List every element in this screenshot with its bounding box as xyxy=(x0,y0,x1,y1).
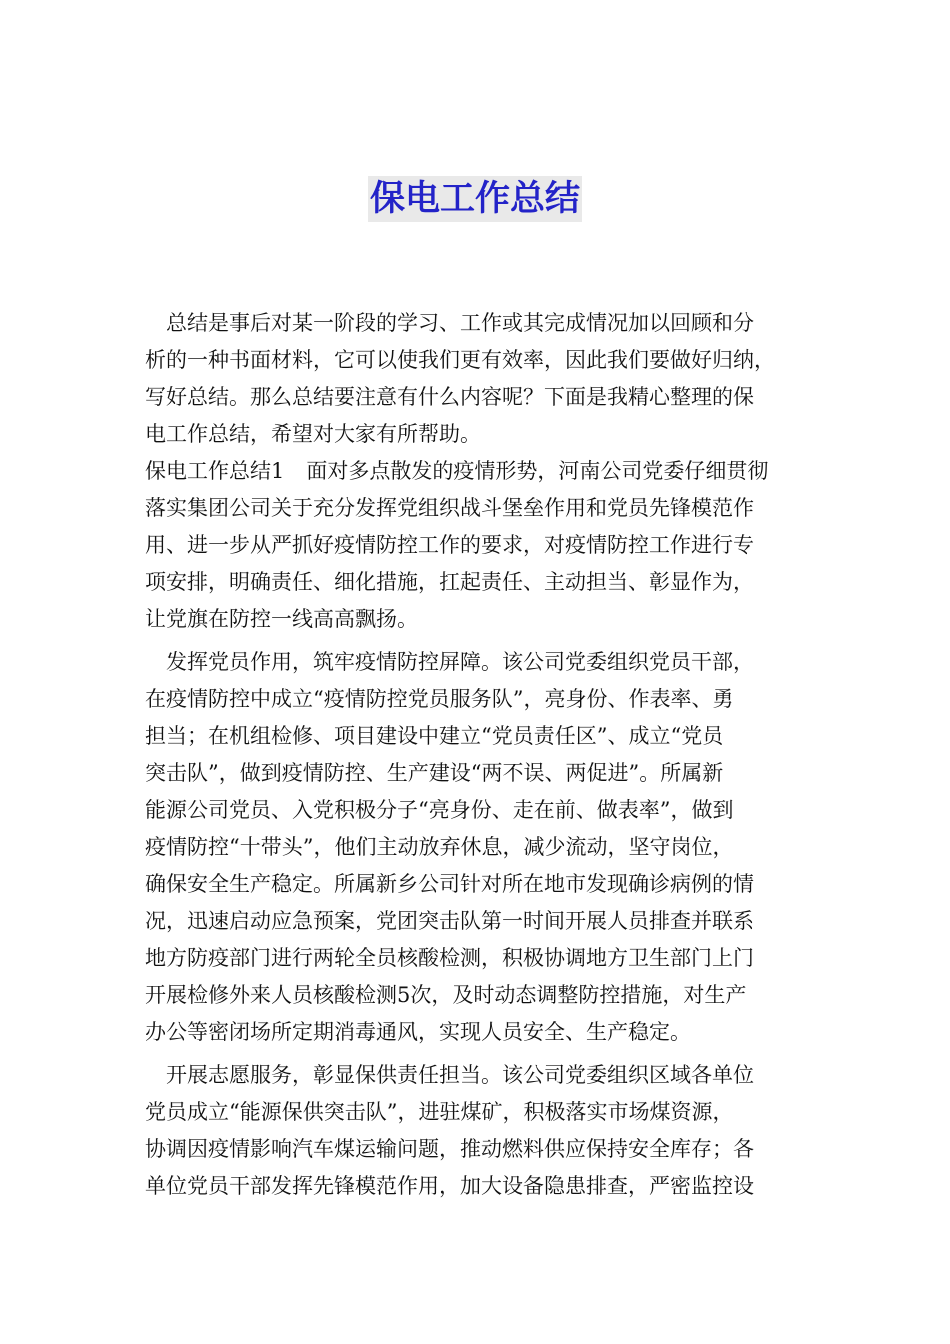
section1-paragraph xyxy=(145,453,810,638)
document-title: 保电工作总结 xyxy=(368,176,582,222)
paragraph-line: 担当；在机组检修、项目建设中建立“党员责任区”、成立“党员 xyxy=(145,724,724,748)
paragraph-line: 况，迅速启动应急预案，党团突击队第一时间开展人员排查并联系 xyxy=(145,909,754,933)
section1-line: 让党旗在防控一线高高飘扬。 xyxy=(145,607,418,631)
document-body xyxy=(145,305,810,1205)
paragraph-line: 党员成立“能源保供突击队”，进驻煤矿，积极落实市场煤资源， xyxy=(145,1100,734,1124)
section1-first-line-text: 面对多点散发的疫情形势，河南公司党委仔细贯彻 xyxy=(306,459,769,483)
paragraph-line: 办公等密闭场所定期消毒通风，实现人员安全、生产稳定。 xyxy=(145,1020,691,1044)
intro-line: 写好总结。那么总结要注意有什么内容呢？下面是我精心整理的保 xyxy=(145,385,754,409)
paragraph-line: 疫情防控“十带头”，他们主动放弃休息，减少流动，坚守岗位， xyxy=(145,835,734,859)
paragraph-line: 在疫情防控中成立“疫情防控党员服务队”，亮身份、作表率、勇 xyxy=(145,687,734,711)
title-wrap xyxy=(0,176,950,222)
paragraph-line: 单位党员干部发挥先锋模范作用，加大设备隐患排查，严密监控设 xyxy=(145,1174,754,1198)
section1-heading: 保电工作总结1 xyxy=(145,459,285,483)
intro-line: 析的一种书面材料，它可以使我们更有效率，因此我们要做好归纳， xyxy=(145,348,775,372)
paragraph-2 xyxy=(145,644,810,1051)
paragraph-line: 突击队”，做到疫情防控、生产建设“两不误、两促进”。所属新 xyxy=(145,761,724,785)
section1-line: 落实集团公司关于充分发挥党组织战斗堡垒作用和党员先锋模范作 xyxy=(145,496,754,520)
section1-line: 用、进一步从严抓好疫情防控工作的要求，对疫情防控工作进行专 xyxy=(145,533,754,557)
paragraph-3 xyxy=(145,1057,810,1205)
paragraph-line: 协调因疫情影响汽车煤运输问题，推动燃料供应保持安全库存；各 xyxy=(145,1137,754,1161)
paragraph-line: 能源公司党员、入党积极分子“亮身份、走在前、做表率”，做到 xyxy=(145,798,734,822)
section1-line: 项安排，明确责任、细化措施，扛起责任、主动担当、彰显作为， xyxy=(145,570,754,594)
paragraph-line: 确保安全生产稳定。所属新乡公司针对所在地市发现确诊病例的情 xyxy=(145,872,754,896)
intro-line: 电工作总结，希望对大家有所帮助。 xyxy=(145,422,481,446)
intro-line: 总结是事后对某一阶段的学习、工作或其完成情况加以回顾和分 xyxy=(166,311,754,335)
paragraph-line: 开展志愿服务，彰显保供责任担当。该公司党委组织区域各单位 xyxy=(166,1063,754,1087)
intro-paragraph xyxy=(145,305,810,453)
section1-first-line xyxy=(145,453,810,490)
paragraph-line: 开展检修外来人员核酸检测5次，及时动态调整防控措施，对生产 xyxy=(145,983,747,1007)
paragraph-line: 发挥党员作用，筑牢疫情防控屏障。该公司党委组织党员干部， xyxy=(166,650,754,674)
paragraph-line: 地方防疫部门进行两轮全员核酸检测，积极协调地方卫生部门上门 xyxy=(145,946,754,970)
